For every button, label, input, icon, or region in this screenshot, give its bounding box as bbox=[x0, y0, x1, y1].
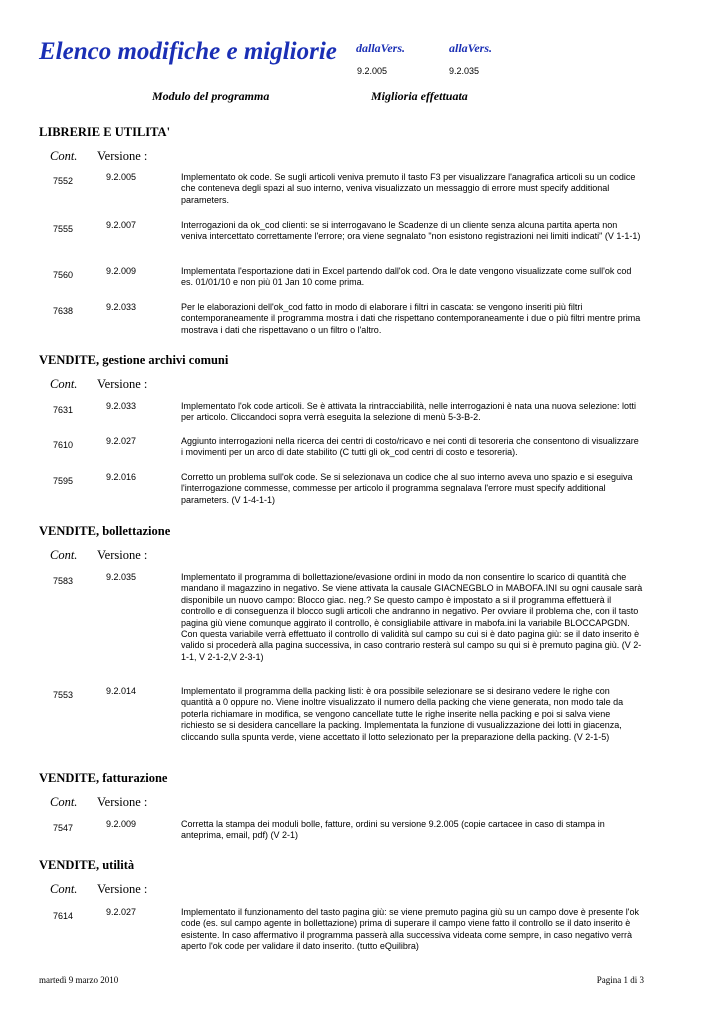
entry-code: 7553 bbox=[53, 690, 74, 700]
version-column-label: Versione : bbox=[97, 149, 148, 163]
entry-description: Implementato il funzionamento del tasto pagina giù: se viene premuto pagina giù su un campo dove è presente l'ok code (es. sul campo agente in bollettazione) prima di superare il campo viene fatto il controllo se il dato inserito è esistente. In caso affermativo il programma passerà alla successiva videata come sempre, in caso negativo verrà aperto l'ok code per validare il dato inserito. (tutto eQuilibra) bbox=[181, 907, 640, 952]
entry-version: 9.2.027 bbox=[106, 907, 137, 917]
code-column-label: Cont. bbox=[50, 149, 78, 163]
to-version-label: allaVers. bbox=[449, 41, 493, 55]
from-version-label: dallaVers. bbox=[356, 41, 406, 55]
entry-code: 7547 bbox=[53, 823, 74, 833]
entry-version: 9.2.005 bbox=[106, 172, 137, 182]
from-version-value: 9.2.005 bbox=[357, 66, 388, 76]
section-title: VENDITE, utilità bbox=[39, 858, 135, 872]
footer-date: martedì 9 marzo 2010 bbox=[39, 975, 119, 985]
column-header-module: Modulo del programma bbox=[152, 89, 270, 103]
to-version-value: 9.2.035 bbox=[449, 66, 480, 76]
entry-description: Implementato l'ok code articoli. Se è attivata la rintracciabilità, nelle interrogazioni è nata una nuova selezione: lotti per articolo. Cliccandoci sopra verrà eseguita la selezione di menù 5-3-B-2. bbox=[181, 401, 636, 423]
entry-code: 7595 bbox=[53, 476, 74, 486]
entry-version: 9.2.007 bbox=[106, 220, 137, 230]
entry-description: Corretto un problema sull'ok code. Se si selezionava un codice che al suo interno aveva uno spazio e si eseguiva l'interrogazione commesse, commesse per articolo il programma segnalava l'errore must specify additional parameters. (V 1-4-1-1) bbox=[181, 472, 633, 505]
document-title: Elenco modifiche e migliorie bbox=[39, 38, 337, 65]
entry-version: 9.2.009 bbox=[106, 819, 137, 829]
code-column-label: Cont. bbox=[50, 377, 78, 391]
entry-description: Implementato il programma di bollettazione/evasione ordini in modo da non consentire lo scarico di quantità che mandano il magazzino in negativo. Se viene attivata la causale GIACNEGBLO in MABOFA.INI su ogni causale sarà disponibile un nuovo campo: Blocco giac. neg.? Se questo campo è impostato a si il programma effettuerà il controllo e di conseguenza il blocco sugli articoli che andranno in negativo. Per ovviare il problema che, con il tasto pagina giù viene comunque aggirato il controllo, è consigliabile attivare in mabofa.ini la variabile BLOCCAPGDN. Con questa variabile verrà effettuato il controllo di validità sul campo su cui si è dato pagina giù: se il dato inserito è valido si procederà alla pagina successiva, in caso contrario resterà sul campo su qui si è premuto pagina giù. (V 2-1-1, V 2-1-2,V 2-3-1) bbox=[181, 572, 643, 662]
entry-code: 7631 bbox=[53, 405, 74, 415]
section-title: VENDITE, fatturazione bbox=[39, 771, 168, 785]
entry-code: 7638 bbox=[53, 306, 74, 316]
entry-code: 7555 bbox=[53, 224, 74, 234]
entry-code: 7614 bbox=[53, 911, 74, 921]
code-column-label: Cont. bbox=[50, 548, 78, 562]
entry-version: 9.2.027 bbox=[106, 436, 137, 446]
entry-description: Implementato il programma della packing listi: è ora possibile selezionare se si desirano vedere le righe con quantità a 0 oppure no. Viene inoltre visualizzato il numero della packing che viene generata, non modo tale da poterla richiamare in modifica, se vengono cancellate tutte le righe inserite nella packing e poi si salva viene richiesto se si desidera cancellare la packing. Implementata la funzione di vusualizzazione dei lotti in giacenza, cliccando sulla spunta verde, viene accettato il lotto selezionato per la preparazione della packing. (V 2-1-5) bbox=[181, 686, 624, 742]
entry-version: 9.2.016 bbox=[106, 472, 137, 482]
code-column-label: Cont. bbox=[50, 795, 78, 809]
section-title: LIBRERIE E UTILITA' bbox=[39, 125, 171, 139]
entry-version: 9.2.033 bbox=[106, 401, 137, 411]
entry-description: Aggiunto interrogazioni nella ricerca dei centri di costo/ricavo e nei conti di tesoreria che consentono di visualizzare i movimenti per un arco di date stabilito (C tutti gli ok_cod centri di costo e tesoreria). bbox=[181, 436, 639, 458]
entry-code: 7560 bbox=[53, 270, 74, 280]
entry-code: 7552 bbox=[53, 176, 74, 186]
version-column-label: Versione : bbox=[97, 882, 148, 896]
footer-page-number: Pagina 1 di 3 bbox=[596, 975, 644, 985]
section-title: VENDITE, bollettazione bbox=[39, 524, 171, 538]
entry-version: 9.2.033 bbox=[106, 302, 137, 312]
code-column-label: Cont. bbox=[50, 882, 78, 896]
entry-description: Interrogazioni da ok_cod clienti: se si interrogavano le Scadenze di un cliente senza alcuna partita aperta non veniva intercettato correttamente l'errore; ora viene segnalato "non esistono registrazioni nei limiti indicati" (V 1-1-1) bbox=[181, 220, 641, 242]
version-column-label: Versione : bbox=[97, 548, 148, 562]
entry-version: 9.2.035 bbox=[106, 572, 137, 582]
entry-description: Implementata l'esportazione dati in Excel partendo dall'ok cod. Ora le date vengono visualizzate come sull'ok cod es. 01/01/10 e non più 01 Jan 10 come prima. bbox=[181, 266, 632, 288]
entry-version: 9.2.009 bbox=[106, 266, 137, 276]
column-header-improvement: Miglioria effettuata bbox=[371, 89, 468, 103]
section-title: VENDITE, gestione archivi comuni bbox=[39, 353, 229, 367]
entry-description: Implementato ok code. Se sugli articoli veniva premuto il tasto F3 per visualizzare l'anagrafica articoli su un codice che conteneva degli spazi al suo interno, veniva visualizzato un messaggio di errore must specify additional parameters. bbox=[181, 172, 636, 205]
version-column-label: Versione : bbox=[97, 377, 148, 391]
entry-code: 7583 bbox=[53, 576, 74, 586]
entry-version: 9.2.014 bbox=[106, 686, 137, 696]
entry-description: Per le elaborazioni dell'ok_cod fatto in modo di elaborare i filtri in cascata: se vengono inseriti più filtri contemporaneamente il programma mostra i dati che rispettano contemporaneamente i due o più filtri mentre prima mostrava i dati che rispettavano o un filtro o l'altro. bbox=[181, 302, 641, 335]
entry-code: 7610 bbox=[53, 440, 74, 450]
entry-description: Corretta la stampa dei moduli bolle, fatture, ordini su versione 9.2.005 (copie cartacee in caso di stampa in anteprima, email, pdf) (V 2-1) bbox=[181, 819, 605, 841]
version-column-label: Versione : bbox=[97, 795, 148, 809]
